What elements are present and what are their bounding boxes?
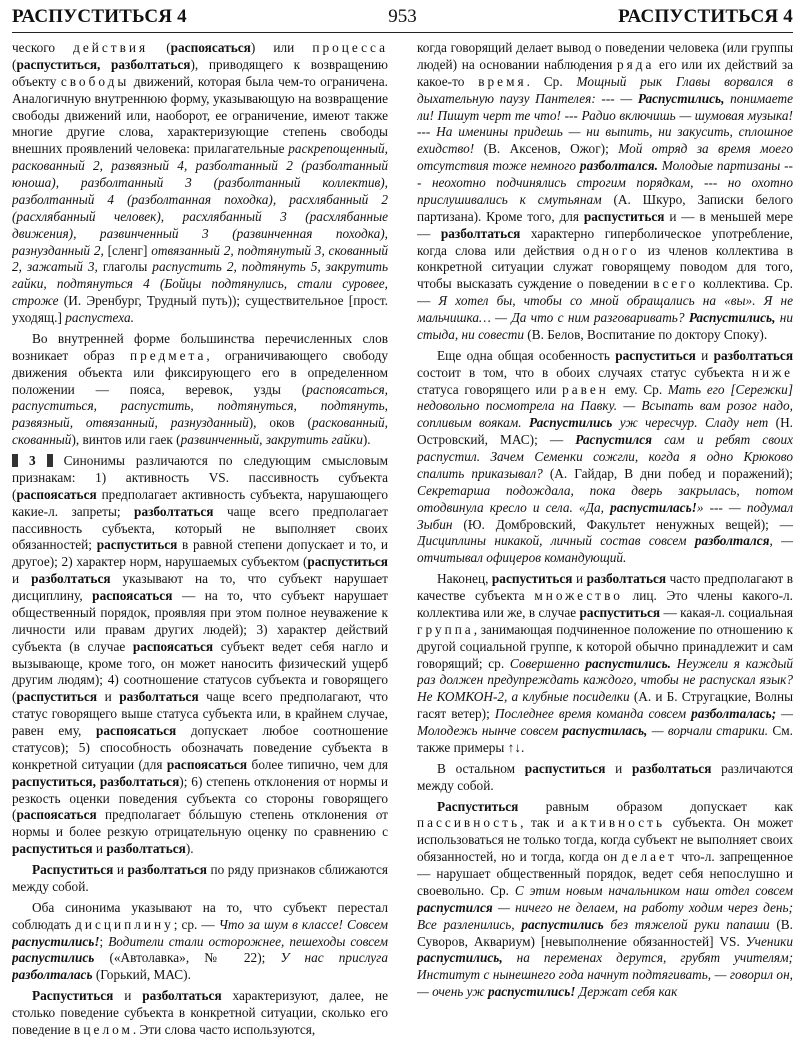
text-run: допускает любое соотношение статусов); 5) способность обозначать поведение субъекта в конкретной ситуации (для <box>12 723 388 772</box>
text-run: чаще всего предполагает пассивность субъекта, который не выполняет своих обязанностей; <box>12 503 388 553</box>
paragraph <box>417 571 793 757</box>
paragraph <box>417 40 793 344</box>
text-run: , занимающая подчиненное положение по отношению к другой социальной группе, к которой обычно принадлежит и сам говорящий; ср. <box>417 621 793 671</box>
text-run: без тяжелой руки папаши <box>603 916 770 932</box>
text-run: распоясаться <box>16 807 97 823</box>
text-run: разболтался. <box>579 158 658 174</box>
text-run: время <box>478 73 527 89</box>
text-run: одного <box>582 242 640 258</box>
text-run: Дисциплины никакой, личный состав совсем <box>417 533 695 549</box>
text-run: Последнее время команда совсем <box>494 706 692 722</box>
text-run: ему. Ср. <box>608 381 668 397</box>
text-run: из членов коллектива в конкретной ситуации служат говорящему поводом для того, чтобы высказать суждение о поведении <box>417 242 793 292</box>
text-run: дисциплину <box>75 916 174 932</box>
text-run: распустился <box>417 899 493 915</box>
paragraph <box>12 331 388 449</box>
text-run: У нас прислуга <box>280 950 388 966</box>
text-run: Распустились <box>529 415 613 431</box>
text-run: Мой отряд за время моего отсутствия тоже немного <box>417 141 793 174</box>
left-column <box>12 40 388 1052</box>
paragraph <box>12 900 388 984</box>
text-run: равен <box>562 381 609 397</box>
text-run: его или их действий за какое-то <box>417 56 793 89</box>
text-run: Распустился <box>575 432 652 448</box>
paragraph <box>12 988 388 1039</box>
text-run: ); 6) степень отклонения от нормы и резкость оценки поведения субъекта со стороны говорящего ( <box>12 773 388 823</box>
text-run: состоит в том, что в обоих случаях статус субъекта <box>417 364 752 380</box>
text-run: разболтаться <box>142 988 222 1004</box>
text-run: — на то, что субъект нарушает общественный порядок, проявляя при этом полное неуважение к личности или правам других людей); 3) характер действий субъекта (в случае <box>12 588 388 654</box>
text-run: Держат себя как <box>575 984 678 1000</box>
text-run: распустились, <box>417 950 503 966</box>
text-run: процесса <box>312 40 388 55</box>
page-header <box>12 2 793 30</box>
text-run: субъект ведет себя нагло и вызывающе, кроме того, он может наносить физический ущерб другим людям); 4) соотношение статусов субъекта и говорящего ( <box>12 638 388 705</box>
text-run: (И. Эренбург, Трудный путь)); существительное [прост. уходящ.] <box>12 293 388 325</box>
text-run: разболтаться <box>134 503 214 519</box>
text-run: (В. Суворов, Аквариум) [невыполнение обязанностей] VS. <box>417 916 793 949</box>
text-run: ). <box>185 841 194 857</box>
text-run: разболтаться <box>713 347 793 363</box>
text-run: распуститься, разболтаться <box>12 773 180 789</box>
text-run: всего <box>653 276 699 292</box>
text-run: развинченный, закрутить гайки <box>180 432 363 448</box>
text-run: целом <box>83 1021 133 1037</box>
text-run: распустились! <box>12 933 100 949</box>
text-run: указывают на то, что субъект нарушает дисциплину, <box>12 571 388 603</box>
text-run: (Ю. Домбровский, Факультет ненужных вещей); — <box>452 516 793 532</box>
text-run: (А. Шкуро, Записки белого партизана). Кроме того, для <box>417 191 793 224</box>
text-run: См. также примеры ↑↓. <box>417 723 793 755</box>
text-run: (А. Гайдар, В дни побед и поражений); <box>542 465 793 481</box>
text-run: распуститься <box>307 554 388 570</box>
text-run: и <box>92 841 107 857</box>
text-run: Мощный рык Главы ворвался в дыхательную паузу Пантелея: --- — <box>417 73 793 106</box>
text-run: и <box>572 571 587 587</box>
right-column <box>417 40 793 1052</box>
text-run: на переменах дерутся, грубят учителям; Институт с нынешнего года начнут подтягивать, — говорил он, — очень уж <box>417 950 793 1000</box>
text-run: (Горький, МАС). <box>92 967 191 983</box>
text-run: распустились. <box>585 655 672 671</box>
text-run: сам и ребят своих распустил. Зачем Семенки сожгли, когда я одно Крюково спалить приказывал? <box>417 432 793 481</box>
text-run: Оба синонима указывают на то, что субъект перестал соблюдать <box>12 899 388 932</box>
text-run: распоясаться <box>166 756 248 772</box>
text-run: часто предполагают в качестве субъекта <box>417 571 793 603</box>
text-run: и <box>695 347 714 363</box>
text-run: ни стыда, ни совести <box>417 310 793 342</box>
text-run: (В. Белов, Воспитание по доктору Споку). <box>523 326 768 342</box>
text-run: характерно гиперболическое употребление, когда слова или действия <box>417 225 793 258</box>
text-run: ; ср. — <box>173 916 219 932</box>
text-run: в равной степени допускает и то, и другое); 2) характер норм, нарушаемых субъектом ( <box>12 537 388 570</box>
text-run: группа <box>417 621 474 637</box>
text-run: распуститься <box>524 760 606 776</box>
text-run: С этим новым начальником наш отдел совсем <box>514 882 793 898</box>
text-run: Распуститься <box>32 862 114 877</box>
text-run: — ничего не делаем, на работу ходим через день; Все разленились, <box>417 899 793 932</box>
text-run: распуститься <box>16 689 98 705</box>
text-run: разболталась <box>12 967 93 983</box>
text-run: коллектива. Ср. — <box>417 276 793 309</box>
text-run: («Автолавка», № 22); <box>94 950 281 966</box>
text-run: раскованный, скованный <box>12 415 388 448</box>
text-run: предполагает активность субъекта, нарушающего какие-л. запреты; <box>12 486 388 519</box>
text-run: Молодые партизаны --- неохотно подчинялись строгим порядкам, --- но охотно прислушивались к смутьянам <box>417 158 793 207</box>
text-run: разболтаться <box>631 760 712 776</box>
text-run: свободы <box>60 73 130 89</box>
text-run: Что за шум в классе! Совсем <box>218 916 388 932</box>
text-run: ; <box>99 933 109 949</box>
paragraph <box>417 761 793 795</box>
text-run: предмета <box>129 347 207 363</box>
text-run: пассивность <box>417 815 521 831</box>
text-run: активность <box>571 815 666 831</box>
running-head-left: РАСПУСТИТЬСЯ 4 <box>12 6 187 27</box>
text-run: характеризуют, далее, не столько поведение субъекта в конкретной ситуации, сколько его поведение в <box>12 988 388 1037</box>
text-run: ), приводящего к возвращению объекту <box>12 56 388 89</box>
text-run: и — в меньшей мере — <box>417 208 793 241</box>
text-run: Водители стали осторожнее, пешеходы совсем <box>108 933 388 949</box>
text-run: , ограничивающего свободу движения объекта или фиксирующего его в определенном положении — пояса, веревок, узды ( <box>12 347 388 397</box>
text-run: распуститься <box>579 604 661 620</box>
text-run: понимаете ли! Пишут черт те что! --- Радио включишь — шумовая музыка! --- На именины придешь — ни выпить, ни закусить, сплошное ехидство! <box>417 90 793 157</box>
text-run: распоясаться <box>96 723 177 738</box>
text-run: разболтаться <box>586 571 667 587</box>
text-run: В остальном <box>437 760 525 776</box>
text-run: разболтаться <box>119 689 199 705</box>
text-run: Распуститься <box>437 798 519 814</box>
text-run: различаются между собой. <box>417 760 793 793</box>
text-run: Совершенно <box>509 655 586 671</box>
text-run: и <box>97 689 120 705</box>
text-run: Во внутренней форме большинства перечисленных слов возникает образ <box>12 330 388 363</box>
text-run: — ворчали старики. <box>647 723 769 738</box>
text-run: [сленг] <box>103 242 152 258</box>
text-run: распоясаться <box>170 40 251 55</box>
text-run: ), винтов или гаек ( <box>71 432 181 448</box>
text-run: множество <box>534 588 623 603</box>
text-run: распустилась, <box>562 723 648 738</box>
text-run: глаголы <box>97 259 153 275</box>
paragraph <box>12 40 388 327</box>
text-run: — Молодежь нынче совсем <box>417 706 793 738</box>
text-run: предполагает бóльшую степень отклонения от нормы и более резкую отрицательную оценку по сравнению с <box>12 807 388 840</box>
text-run: ниже <box>751 364 793 380</box>
text-run: раскрепощенный, раскованный 2, развязный 4, разболтанный 2 (разболтанный юноша), разболтанный 3 (разболтанный коллектив), разболтанный 4 (разболтанная походка), расхлябанный 2 (расхлябанный человек), расхлябанный 3 (расхлябанные движения), развинченный 3 (развинченная походка), разнузданный 2, <box>12 141 388 258</box>
page-number: 953 <box>388 6 417 27</box>
text-run: распуститься <box>96 537 178 553</box>
text-run: распоясаться <box>92 588 173 603</box>
text-run: . Эти слова часто используются, <box>132 1021 316 1037</box>
text-run: распуститься <box>491 571 573 587</box>
text-run: и <box>605 760 632 776</box>
text-run: действия <box>73 40 149 55</box>
text-run: ) или <box>250 40 313 55</box>
text-run: Секретарша подождала, пока дверь закрылась, потом отодвинула кресло и села. «Да, <box>417 482 793 515</box>
text-run: распустилась! <box>610 499 697 515</box>
text-run: Неужели я каждый раз должен предупреждать каждого, чтобы не распускал язык? Не КОМКОН-2, а клубные посиделки <box>417 655 793 705</box>
text-run: равным образом допускает как <box>518 798 793 814</box>
text-run: ческого <box>12 40 74 55</box>
text-run: Я хотел бы, чтобы со мной обращались на «вы». Я не мальчишка… — Да что с ним разговаривать? <box>417 293 793 325</box>
text-run: когда говорящий делает вывод о поведении человека (или группы людей) на основании наблюдения <box>417 40 793 72</box>
text-run: Ученики <box>745 933 793 949</box>
text-run: уж чересчур. Сладу нет <box>612 415 769 431</box>
text-run: , — отчитывал офицеров командующий. <box>417 533 793 566</box>
section-marker <box>12 453 53 468</box>
text-run: разболтался <box>694 533 770 549</box>
text-run: распуститься <box>583 208 665 224</box>
text-run: более типично, чем для <box>247 756 388 772</box>
text-run: » --- — подумал Зыбин <box>417 499 793 532</box>
text-run: ), оков ( <box>248 415 312 431</box>
paragraph <box>12 862 388 896</box>
text-run: отвязанный 2, подтянутый 3, скованный 2, зажатый 3, <box>12 242 388 275</box>
text-run: . Ср. <box>526 73 577 89</box>
text-run: разболтаться <box>440 225 521 241</box>
text-run: (А. и Б. Стругацкие, Волны гасят ветер); <box>417 689 793 722</box>
text-run: ( <box>12 56 17 72</box>
text-run: движений, которая была чем-то ограничена. Аналогичную внутреннюю форму, указывающую на возвращение свободы движений или, наоборот, ее ограничение, имеют также многие другие слова, характеризующие степень свободы внешних проявлений человека: прилагательные <box>12 73 388 157</box>
text-run: распустились! <box>487 984 576 1000</box>
text-run: (В. Аксенов, Ожог); <box>474 141 619 157</box>
text-run: , так и <box>520 815 572 831</box>
text-run: Наконец, <box>437 571 492 587</box>
text-run: распоясаться, распуститься, распустить, подтянуться, подтянуть, развязный, отвязанный, разнузданный <box>12 381 388 431</box>
text-run: Распуститься <box>32 988 114 1004</box>
text-run: лиц. Это члены какого-л. коллектива или же, в случае <box>417 588 793 620</box>
text-run: распуститься <box>12 841 93 857</box>
text-run: статуса говорящего или <box>417 381 563 397</box>
text-run: распуститься <box>615 347 696 363</box>
text-run: Распустились, <box>688 310 776 325</box>
paragraph <box>12 453 388 858</box>
text-run: разболтаться <box>106 841 186 857</box>
text-run: Мать его [Сережки] недовольно посмотрела на Павку. — Всыпать вам розог надо, сопливым воякам. <box>417 381 793 431</box>
text-run: распустились <box>12 950 95 966</box>
text-run: ряда <box>616 56 655 72</box>
text-run: и <box>113 988 143 1004</box>
text-run: ( <box>148 40 171 55</box>
section-number: 3 <box>18 453 47 468</box>
text-run: разболтаться <box>127 862 207 877</box>
text-run: и <box>12 571 32 587</box>
text-run: по ряду признаков сближаются между собой. <box>12 862 388 894</box>
text-run: чаще всего предполагают, что статус говорящего выше статуса субъекта или, в крайнем случае, равен ему, <box>12 689 388 738</box>
text-run: делает <box>621 849 677 865</box>
paragraph <box>417 799 793 1002</box>
text-run: субъекта. Он может использоваться не только тогда, когда субъект не выполняет своих обязанностей, но и тогда, когда он <box>417 815 793 865</box>
text-run: распоясаться <box>132 638 214 654</box>
text-run: распуститься, разболтаться <box>16 56 191 72</box>
text-run: Синонимы различаются по следующим смысловым признакам: 1) активность VS. пассивность субъекта ( <box>12 453 388 502</box>
text-run: распоясаться <box>16 486 97 502</box>
text-run: ). <box>362 432 371 448</box>
text-run: распустеха. <box>65 310 134 325</box>
text-run: разболталась; <box>691 706 777 722</box>
paragraph <box>417 348 793 567</box>
text-run: Распустились, <box>637 90 725 106</box>
text-run: (Н. Островский, МАС); — <box>417 415 793 448</box>
header-rule <box>12 32 793 33</box>
text-run: — какая-л. социальная <box>660 604 793 620</box>
text-run: распустить 2, подтянуть 5, закрутить гайки, подтянуться 4 (Бойцы подтянулись, стали суровее, строже <box>12 259 388 309</box>
text-run: Еще одна общая особенность <box>437 347 616 363</box>
text-run: и <box>113 862 128 877</box>
text-run: распустились <box>521 916 604 932</box>
running-head-right: РАСПУСТИТЬСЯ 4 <box>618 6 793 27</box>
text-run: что-л. запрещенное — нарушает общественный порядок, ведет себя непослушно и своевольно. Ср. <box>417 849 793 898</box>
text-run: разболтаться <box>31 571 111 587</box>
